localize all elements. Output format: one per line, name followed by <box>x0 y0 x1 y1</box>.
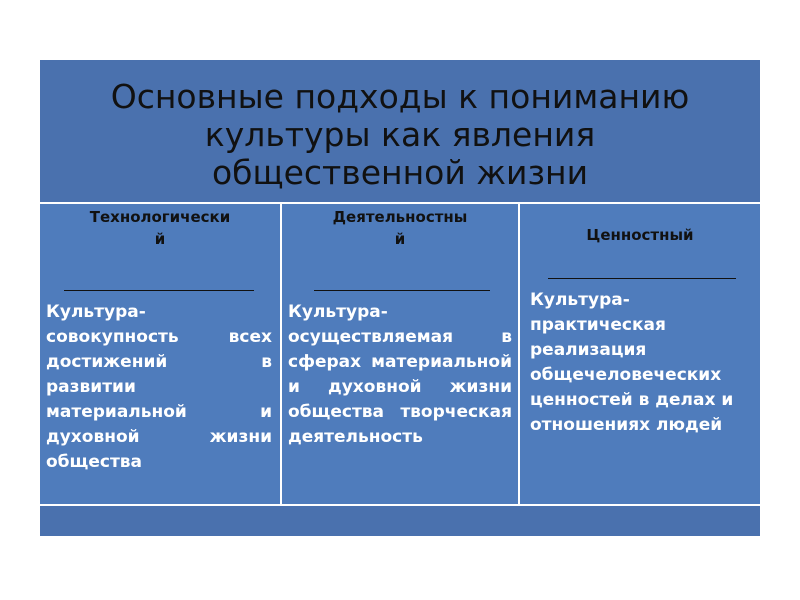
slide-title <box>40 78 760 192</box>
column-technological <box>40 204 280 504</box>
approaches-table <box>40 60 760 536</box>
column-activity <box>280 204 518 504</box>
table-title-bar <box>40 60 760 204</box>
slide-title-line: культуры как явления <box>204 115 596 154</box>
slide-title-line: Основные подходы к пониманию <box>110 77 690 116</box>
table-footer-band <box>40 504 760 536</box>
column-header-line: Деятельностны <box>332 208 468 226</box>
column-header-line: Технологически <box>89 208 231 226</box>
column-header-line: й <box>394 230 406 248</box>
header-underline <box>314 290 490 291</box>
column-header-line: й <box>154 230 166 248</box>
header-underline <box>64 290 254 291</box>
header-underline <box>548 278 736 279</box>
column-definition: Культура-практическая реализация общечеловеческих ценностей в делах и отношениях людей <box>530 290 734 435</box>
column-header-line: Ценностный <box>586 226 694 244</box>
column-definition: Культура-осуществляемая в сферах материальной и духовной жизни общества творческая деятельность <box>288 302 512 447</box>
column-value <box>518 204 760 504</box>
slide-title-line: общественной жизни <box>211 153 589 192</box>
column-header <box>40 206 280 250</box>
column-definition: Культура-совокупность всех достижений в развитии материальной и духовной жизни общества <box>46 302 272 472</box>
column-header <box>520 224 760 246</box>
column-header <box>282 206 518 250</box>
